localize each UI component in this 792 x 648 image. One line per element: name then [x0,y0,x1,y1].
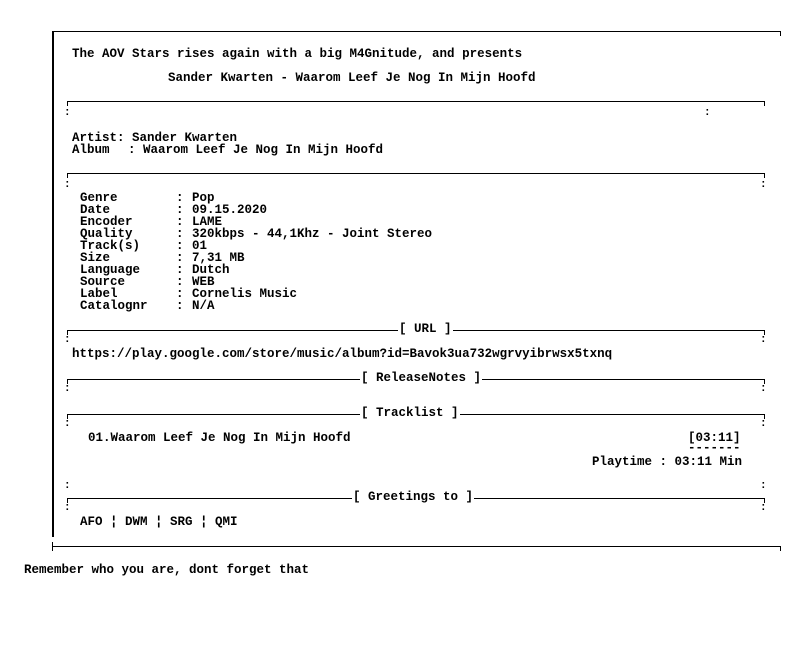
frame-bottom-left-tick [52,542,53,551]
detail-value: 320kbps - 44,1Khz - Joint Stereo [192,227,433,241]
detail-value: WEB [192,275,215,289]
tracklist-right-colon: : [760,418,767,430]
box1-top-border [67,101,765,102]
greetings-right-colon-top: : [760,480,767,492]
tracklist-underline: ------- [688,441,741,455]
playtime-total: Playtime : 03:11 Min [592,455,743,469]
box1-inner-colon: : [704,107,711,119]
url-right-colon: : [760,334,767,346]
box2-right-tick [764,173,765,178]
detail-value: Pop [192,191,215,205]
detail-value: Dutch [192,263,230,277]
detail-key: Genre [80,191,118,205]
url-link[interactable]: https://play.google.com/store/music/album?id=Bavok3ua732wgrvyibrwsx5txnq [72,347,613,361]
greetings-right-colon: : [760,502,767,514]
detail-key: Catalognr [80,299,148,313]
detail-key: Encoder [80,215,133,229]
detail-row-date: Date : 09.15.2020 [80,203,268,217]
detail-key: Size [80,251,111,265]
album-row: Album : Waarom Leef Je Nog In Mijn Hoofd [72,143,384,157]
detail-value: 7,31 MB [192,251,245,265]
album-key: Album [72,143,110,157]
detail-key: Date [80,203,111,217]
detail-row-genre: Genre : Pop [80,191,215,205]
box1-right-tick [764,101,765,106]
greetings-left-colon-top: : [64,480,71,492]
detail-key: Track(s) [80,239,141,253]
detail-value: 01 [192,239,208,253]
detail-value: Cornelis Music [192,287,298,301]
detail-value: LAME [192,215,223,229]
footer-text: Remember who you are, dont forget that [24,563,310,577]
detail-row-label: Label : Cornelis Music [80,287,298,301]
box1-left-tick [67,101,68,106]
header-title: The AOV Stars rises again with a big M4Gnitude, and presents [72,47,523,61]
detail-row-language: Language : Dutch [80,263,230,277]
greetings-list: AFO ¦ DWM ¦ SRG ¦ QMI [80,515,238,529]
release-notes-label: [ ReleaseNotes ] [361,371,482,385]
detail-value: N/A [192,299,215,313]
detail-row-quality: Quality : 320kbps - 44,1Khz - Joint Stereo [80,227,433,241]
detail-value: 09.15.2020 [192,203,268,217]
box2-left-tick [67,173,68,178]
detail-key: Label [80,287,118,301]
detail-row-size: Size : 7,31 MB [80,251,245,265]
detail-key: Language [80,263,141,277]
box2-left-colon: : [64,179,71,191]
box2-top-border [67,173,765,174]
artist-value: Sander Kwarten [132,131,238,145]
frame-left-border [52,31,54,537]
frame-bottom-border [52,546,781,547]
album-value: Waarom Leef Je Nog In Mijn Hoofd [143,143,384,157]
release-notes-right-colon: : [760,383,767,395]
frame-bottom-right-tick [780,546,781,551]
frame-top-right-tick [780,31,781,36]
detail-key: Source [80,275,126,289]
artist-key: Artist [72,131,118,145]
track-duration: [03:11] [688,431,741,445]
url-section-label: [ URL ] [399,322,452,336]
release-notes-left-colon: : [64,383,71,395]
detail-row-catalognr: Catalognr : N/A [80,299,215,313]
greetings-left-colon: : [64,502,71,514]
frame-top-border [52,31,781,32]
tracklist-left-colon: : [64,418,71,430]
detail-key: Quality [80,227,133,241]
header-release: Sander Kwarten - Waarom Leef Je Nog In Mijn Hoofd [168,71,536,85]
tracklist-label: [ Tracklist ] [361,406,459,420]
url-left-colon: : [64,334,71,346]
box1-left-colon: : [64,107,71,119]
detail-row-tracks: Track(s) : 01 [80,239,208,253]
artist-row: Artist: Sander Kwarten [72,131,238,145]
detail-row-source: Source : WEB [80,275,215,289]
box2-right-colon: : [760,179,767,191]
track-title: 01.Waarom Leef Je Nog In Mijn Hoofd [88,431,351,445]
greetings-label: [ Greetings to ] [353,490,474,504]
detail-row-encoder: Encoder : LAME [80,215,223,229]
